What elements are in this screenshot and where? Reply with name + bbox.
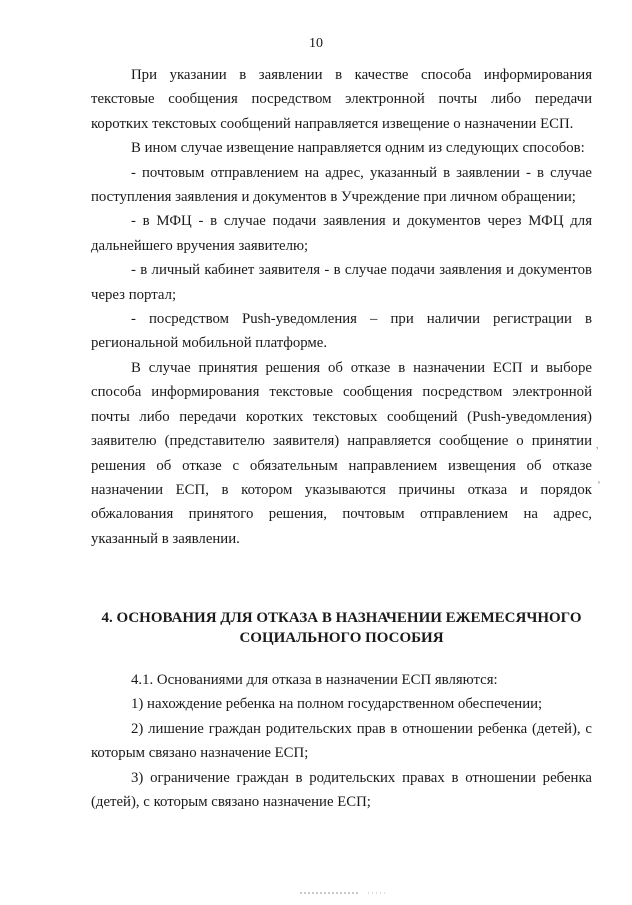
list-item-deprivation: 2) лишение граждан родительских прав в отношении ребенка (детей), с которым связано назначение ЕСП; (91, 720, 592, 762)
list-item-state-care: 1) нахождение ребенка на полном государственном обеспечении; (131, 696, 543, 713)
list-item-restriction: 3) ограничение граждан в родительских правах в отношении ребенка (детей), с которым связано назначение ЕСП; (91, 769, 592, 811)
scan-smudge (300, 890, 390, 895)
scan-artifact: , (596, 440, 599, 451)
page-number: 10 (309, 36, 323, 51)
scan-artifact: ᵉ (598, 478, 601, 488)
paragraph-refusal-notice: В случае принятия решения об отказе в назначении ЕСП и выборе способа информирования текстовые сообщения посредством электронной почты либо передачи коротких текстовых сообщений (Push-уведомления) заявителю (представителю заявителя) направляется сообщение о принятии решения об отказе с обязательным направлением извещения об отказе назначении ЕСП, в котором указываются причины отказа и порядок обжалования принятого решения, почтовым отправлением на адрес, указанный в заявлении. (91, 359, 592, 547)
paragraph-push: - посредством Push-уведомления – при наличии регистрации в региональной мобильной платформе. (91, 311, 592, 352)
paragraph-grounds-intro: 4.1. Основаниями для отказа в назначении ЕСП являются: (131, 672, 498, 688)
paragraph-other-cases: В ином случае извещение направляется одним из следующих способов: (131, 140, 585, 157)
paragraph-postal: - почтовым отправлением на адрес, указанный в заявлении - в случае поступления заявления и документов в Учреждение при личном обращении; (91, 164, 592, 206)
paragraph-mfc: - в МФЦ - в случае подачи заявления и документов через МФЦ для дальнейшего вручения заявителю; (91, 213, 592, 254)
paragraph-notification-method: При указании в заявлении в качестве способа информирования текстовые сообщения посредством электронной почты либо передачи коротких текстовых сообщений направляется извещение о назначении ЕСП. (91, 67, 592, 132)
paragraph-personal-account: - в личный кабинет заявителя - в случае подачи заявления и документов через портал; (91, 262, 592, 303)
body-text-top (91, 63, 592, 551)
body-text-bottom (91, 668, 592, 814)
section-heading: 4. ОСНОВАНИЯ ДЛЯ ОТКАЗА В НАЗНАЧЕНИИ ЕЖЕМЕСЯЧНОГО СОЦИАЛЬНОГО ПОСОБИЯ (101, 610, 582, 646)
